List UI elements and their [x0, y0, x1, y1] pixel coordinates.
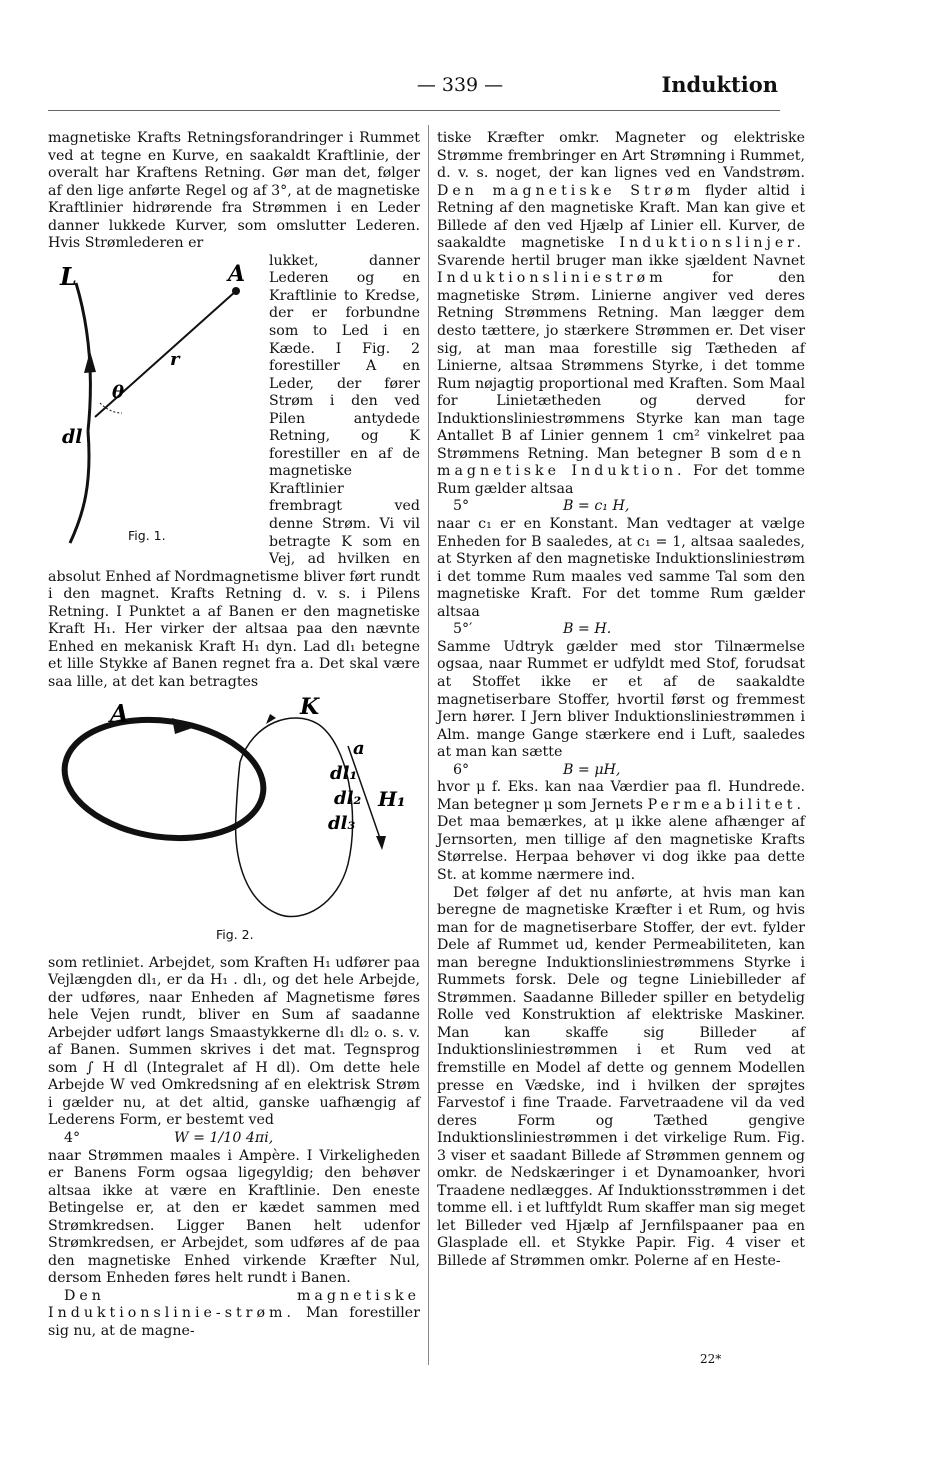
right-column [437, 130, 805, 1271]
figure-2 [48, 694, 420, 952]
equation-6-body: B = μH, [563, 761, 621, 778]
right-paragraph-1 [437, 130, 805, 498]
header-rule [48, 110, 780, 111]
page-number: — 339 — [416, 74, 504, 96]
left-paragraph-3: naar Strømmen maales i Ampère. I Virkeligheden er Banens Form ogsaa ligegyldig; den behøver altsaa ikke at være en Kraftlinie. Den eneste Betingelse er, at den er kædet sammen med Strømkredsen. Ligger Banen helt udenfor Strømkredsen, er Arbejdet, som udføres af de paa den magnetiske Enhed virkende Kræfter Nul, dersom Enheden føres helt rundt i Banen. [48, 1147, 420, 1287]
figure-2-caption: Fig. 2. [216, 926, 254, 942]
left-paragraph-4 [48, 1288, 420, 1341]
equation-5-prime-body: B = H. [563, 621, 612, 638]
fig1-point-A [232, 287, 240, 295]
left-paragraph-1b: lukket, danner Lederen og en Kraftlinie to Kredse, der er forbundne som to Led i en Kæde. I Fig. 2 forestiller A en Leder, der fører Strøm i den ved Pilen antydede Retning, og K forestiller en af de magnetiske Kraftlinier frembragt ved denne Strøm. Vi vil betragte K som en Vej, ad hvilken en absolut Enhed af Nordmagnetisme bliver ført rundt i den magnet. Krafts Retning d. v. s. i Pilens Retning. I Punktet a af Banen er den magnetiske Kraft H₁. Her virker der altsaa paa den nævnte Enhed en mekanisk Kraft H₁ dyn. Lad dl₁ betegne et lille Stykke af Banen regnet fra a. Det skal være saa lille, at det kan betragtes [48, 252, 420, 690]
column-divider [428, 125, 429, 1365]
figure-1-drawing [48, 253, 263, 553]
right-p1-text-e: For det tomme Rum gælder altsaa [437, 463, 806, 497]
right-paragraph-3: Samme Udtryk gælder med stor Tilnærmelse ogsaa, naar Rummet er udfyldt med Stof, forudsat at Stoffet ikke er et af de saakaldte magnetiserbare Stoffer, hvortil først og fremmest Jern hører. I Jern bliver Induktionsliniestrømmen i Alm. mange Gange stærkere end i Luft, saaledes at man kan sætte [437, 638, 805, 761]
fig2-label-dl1: dl₁ [330, 762, 358, 784]
left-spaced-heading: Den magnetiske Induktionslinie-strøm. [48, 1287, 420, 1322]
left-paragraph-2: som retliniet. Arbejdet, som Kraften H₁ udfører paa Vejlængden dl₁, er da H₁ . dl₁, og det hele Arbejde, der udføres, naar Enheden af Magnetisme føres hele Vejen rundt, bliver en Sum af saadanne Arbejder udført langs Smaastykkerne dl₁ dl₂ o. s. v. af Banen. Summen skrives i det mat. Tegnsprog som ∫ H dl (Integralet af H dl). Om dette hele Arbejde W ved Omkredsning af en elektrisk Strøm i gælder nu, at det altid, ganske uafhængig af Lederens Form, er bestemt ved [48, 954, 420, 1129]
right-paragraph-2: naar c₁ er en Konstant. Man vedtager at vælge Enheden for B saaledes, at c₁ = 1, altsaa saaledes, at Styrken af den magnetiske Induktionsliniestrøm i det tomme Rum maales ved samme Tal som den magnetiske Kraft. For det tomme Rum gælder altsaa [437, 516, 805, 620]
right-p4-text-b: Det maa bemærkes, at μ ikke alene afhænger af Jernsorten, men tillige af den magnetiske Krafts Størrelse. Herpaa behøver vi dog ikke paa dette St. at komme nærmere ind. [437, 814, 805, 883]
equation-4-number: 4° [64, 1129, 81, 1146]
right-paragraph-4 [437, 779, 805, 884]
fig2-label-A: A [110, 698, 129, 728]
fig2-label-dl2: dl₂ [334, 787, 362, 809]
fig1-label-dl: dl [62, 425, 83, 448]
figure-1-caption: Fig. 1. [128, 528, 166, 544]
figure-1 [48, 253, 263, 553]
left-paragraph-1: magnetiske Krafts Retningsforandringer i Rummet ved at tegne en Kurve, en saakaldt Kraftlinie, der overalt har Kraftens Retning. Gør man det, følger af den lige anførte Regel og af 3°, at de magnetiske Kraftlinier hidrørende fra Strømmen i en Leder danner lukkede Kurver, som omslutter Lederen. Hvis Strømlederen er [48, 130, 420, 252]
equation-5-prime [437, 621, 805, 639]
right-p4-text-a: hvor μ f. Eks. kan naa Værdier paa fl. Hundrede. Man betegner μ som Jernets [437, 779, 805, 813]
fig1-label-theta: θ [112, 381, 125, 403]
right-p1-text-b: flyder altid i Retning af den magnetiske Kraft. Man kan give et Billede af den ved Hjælp af Linier ell. Kurver, de saakaldte magnetiske [437, 182, 805, 252]
fig2-label-a: a [353, 737, 365, 759]
fig1-label-L: L [60, 261, 77, 291]
fig2-conductor-arrow [172, 718, 198, 734]
right-p1-text-c: Svarende hertil bruger man ikke sjældent Navnet [437, 252, 805, 269]
right-p1-text-a: tiske Kræfter omkr. Magneter og elektriske Strømme frembringer en Art Strømning i Rummet, d. v. s. noget, der kan lignes ved en Vandstrøm. [437, 130, 805, 182]
right-paragraph-5: Det følger af det nu anførte, at hvis man kan beregne de magnetiske Kræfter i et Rum, og hvis man for de magnetiserbare Stoffer, der evt. fylder Dele af Rummet ud, kender Permeabiliteten, kan man beregne Induktionsliniestrømmens Styrke i Rummets forsk. Dele og tegne Liniebilleder af Strømmen. Saadanne Billeder spiller en betydelig Rolle ved Konstruktion af elektriske Maskiner. Man kan skaffe sig Billeder af Induktionsliniestrømmen i et Rum ved at fremstille en Model af dette og gennem Modellen presse en Vædske, ind i hvilken der sprøjtes Farvestof i fine Traade. Farvetraadene vil da ved deres Form og Tæthed gengive Induktionsliniestrømmen i det virkelige Rum. Fig. 3 viser et saadant Billede af Strømmen gennem og omkr. de Nedskæringer i et Dynamoanker, hvori Traadene nedlægges. Af Induktionsstrømmen i det tomme ell. i et luftfyldt Rum skaffer man sig meget let Billeder ved Hjælp af Jernfilspaaner paa en Glasplade ell. et Stykke Papir. Fig. 4 viser et Billede af Strømmen omkr. Polerne af en Heste- [437, 884, 805, 1269]
equation-4-body: W = 1/10 4πi, [174, 1129, 274, 1146]
right-p4-spaced: Permeabilitet. [647, 796, 806, 813]
equation-5-prime-number: 5°′ [453, 621, 473, 638]
fig1-label-A: A [228, 260, 246, 287]
figure-2-drawing [48, 694, 420, 952]
running-title: Induktion [661, 72, 778, 97]
right-p1-spaced-1: Den magnetiske Strøm [437, 182, 695, 199]
left-paragraph-4-text: Man forestiller sig nu, at de magne- [48, 1305, 420, 1339]
equation-5-body: B = c₁ H, [563, 498, 630, 515]
equation-5 [437, 498, 805, 516]
right-p1-text-d: for den magnetiske Strøm. Linierne angiver ved deres Retning Strømmens Retning. Man lægger dem desto tættere, jo stærkere Strømmen er. Det viser sig, at man maa forestille sig Tætheden af Linierne, altsaa Strømmens Styrke, i det tomme Rum nøjagtig proportional med Kraften. Som Maal for Linietætheden og derved for Induktionsliniestrømmens Styrke kan man tage Antallet B af Linier gennem 1 cm² vinkelret paa Strømmens Retning. Man betegner B som [437, 270, 806, 462]
fig1-line-L [76, 283, 90, 431]
left-column [48, 130, 420, 1341]
right-p1-spaced-2: Induktionslinjer. [619, 235, 805, 252]
equation-6 [437, 762, 805, 780]
equation-5-number: 5° [453, 498, 470, 515]
sheet-signature: 22* [700, 1352, 722, 1366]
right-p1-spaced-4: den magnetiske Induktion. [437, 445, 805, 480]
fig1-arrowhead [84, 351, 96, 373]
fig2-label-dl3: dl₃ [328, 812, 356, 834]
right-p1-spaced-3: Induktionsliniestrøm [437, 270, 667, 287]
fig2-vector-H1-arrow [376, 836, 386, 850]
equation-4 [48, 1130, 420, 1148]
fig1-angle-arc [100, 403, 122, 413]
fig2-label-H1: H₁ [378, 786, 406, 811]
fig1-label-r: r [170, 348, 180, 370]
fig2-label-K: K [300, 693, 320, 720]
equation-6-number: 6° [453, 761, 470, 778]
